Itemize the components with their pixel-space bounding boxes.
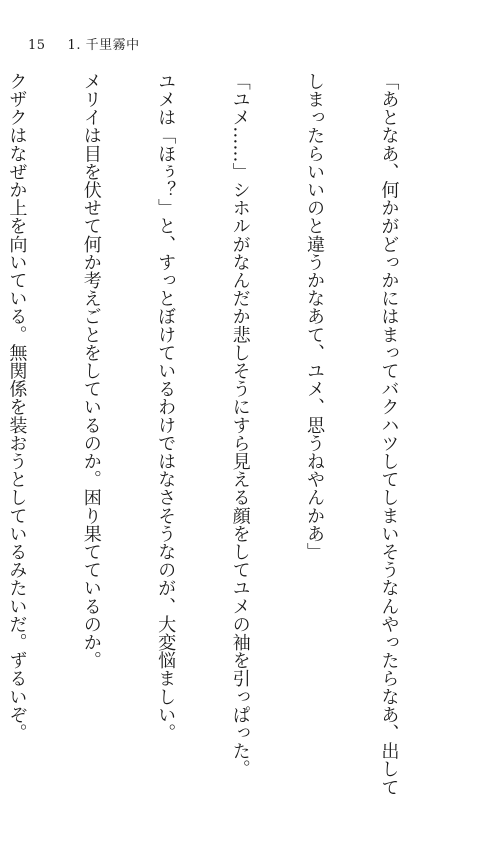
text-line: クザクはなぜか上を向いている。無関係を装おうとしているみたいだ。ずるいぞ。 xyxy=(6,72,28,742)
text-line: 「あとなあ、何かがどっかにはまってバクハツしてしまいそうなんやったらなあ、出して xyxy=(378,72,400,796)
body-text xyxy=(0,72,450,796)
text-line: メリイは目を伏せて何か考えごとをしているのか。困り果てているのか。 xyxy=(80,72,102,670)
text-line: ユメは「ほぅ？」と、すっとぼけているわけではなさそうなのが、大変悩ましい。 xyxy=(155,72,177,742)
text-line: しまったらいいのと違うかなあて、ユメ、思うねやんかあ」 xyxy=(304,72,326,561)
text-line: 「ユメ……」シホルがなんだか悲しそうにすら見える顔をしてユメの袖を引っぱった。 xyxy=(229,72,251,778)
running-head xyxy=(28,34,140,53)
chapter-title: 1. 千里霧中 xyxy=(67,38,140,53)
page-number: 15 xyxy=(28,38,46,53)
